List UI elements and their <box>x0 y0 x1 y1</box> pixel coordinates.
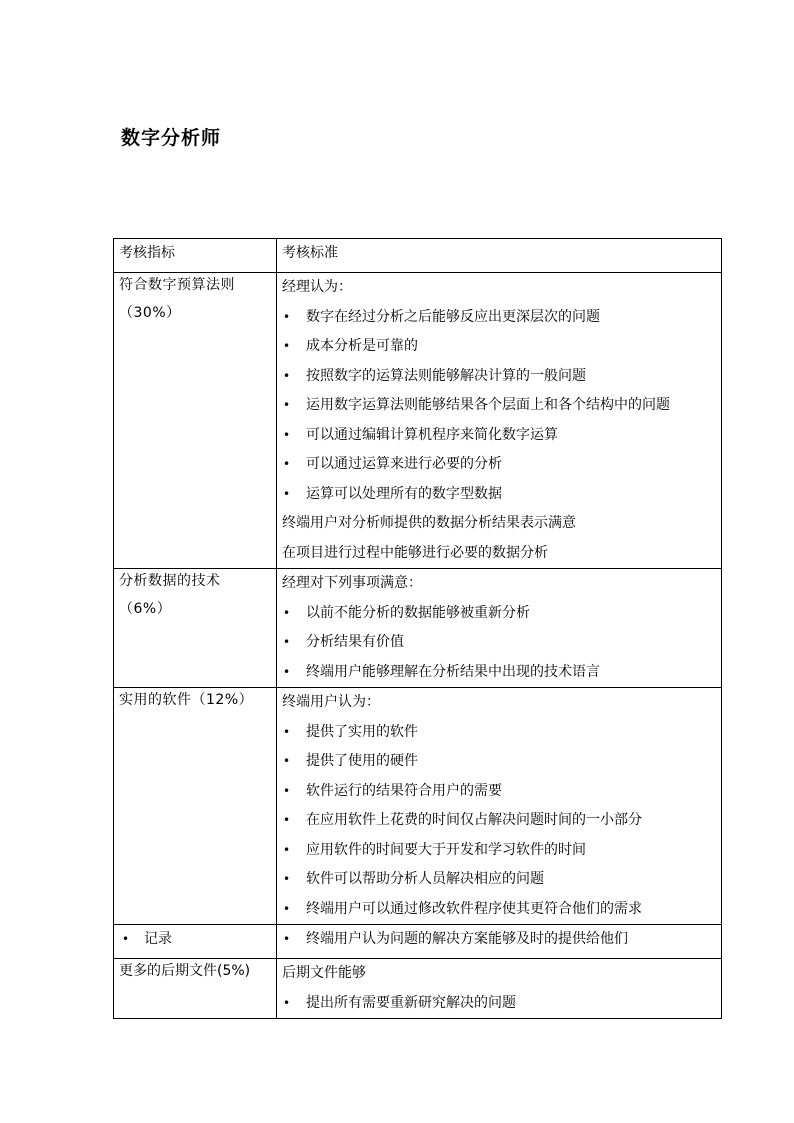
indicator-text: 符合数字预算法则 <box>119 277 235 293</box>
standard-cell <box>277 959 722 1019</box>
criterion-text: 软件可以帮助分析人员解决相应的问题 <box>306 871 544 887</box>
criteria-list <box>282 925 717 955</box>
list-item <box>282 628 717 658</box>
standard-cell <box>277 925 722 959</box>
indicator-cell <box>114 925 277 959</box>
header-indicator-label: 考核指标 <box>119 245 175 261</box>
indicator-cell <box>114 273 277 569</box>
list-item <box>282 303 717 333</box>
criteria-list <box>282 599 717 688</box>
bullet-icon: • <box>283 368 291 383</box>
list-item <box>282 718 717 748</box>
bullet-icon: • <box>283 872 291 886</box>
criteria-list <box>282 303 717 510</box>
criterion-text: 可以通过运算来进行必要的分析 <box>306 456 502 472</box>
criterion-text: 软件运行的结果符合用户的需要 <box>306 782 502 799</box>
indicator-weight: （30%） <box>119 305 181 321</box>
list-item <box>282 836 717 866</box>
table-row <box>114 569 722 688</box>
criterion-text: 运用数字运算法则能够结果各个层面上和各个结构中的问题 <box>306 397 670 413</box>
criterion-text: 终端用户能够理解在分析结果中出现的技术语言 <box>306 663 600 680</box>
criterion-text: 以前不能分析的数据能够被重新分析 <box>306 604 530 621</box>
list-item <box>282 895 717 925</box>
table-row <box>114 925 722 959</box>
table-row <box>114 688 722 925</box>
standard-intro: 经理认为： <box>282 279 352 295</box>
list-item <box>282 806 717 836</box>
bullet-icon: • <box>283 398 291 412</box>
indicator-cell <box>114 959 277 1019</box>
criterion-text: 成本分析是可靠的 <box>306 338 418 354</box>
indicator-text: 记录 <box>144 931 172 947</box>
assessment-table <box>113 238 722 1019</box>
indicator-text: 实用的软件（12%） <box>119 692 254 708</box>
criterion-text: 终端用户认为问题的解决方案能够及时的提供给他们 <box>306 931 628 947</box>
criterion-text: 在应用软件上花费的时间仅占解决问题时间的一小部分 <box>306 812 642 828</box>
table-row <box>114 959 722 1019</box>
list-item <box>282 362 717 392</box>
bullet-icon: • <box>283 842 291 857</box>
criteria-list <box>282 989 717 1019</box>
bullet-icon: • <box>283 486 291 501</box>
bullet-icon: • <box>283 783 291 798</box>
table-header-row <box>114 239 722 273</box>
indicator-cell <box>114 688 277 925</box>
bullet-icon: • <box>283 995 291 1010</box>
standard-note: 在项目进行过程中能够进行必要的数据分析 <box>282 544 548 561</box>
standard-cell <box>277 688 722 925</box>
criterion-text: 运算可以处理所有的数字型数据 <box>306 485 502 502</box>
standard-note: 终端用户对分析师提供的数据分析结果表示满意 <box>282 515 576 531</box>
list-item <box>282 658 717 688</box>
indicator-text: 更多的后期文件(5%) <box>119 963 251 979</box>
criterion-text: 终端用户可以通过修改软件程序使其更符合他们的需求 <box>306 900 642 917</box>
bullet-icon: • <box>283 724 291 739</box>
list-item <box>282 989 717 1019</box>
bullet-icon: • <box>283 901 291 916</box>
indicator-weight: （6%） <box>119 601 172 617</box>
list-item <box>282 865 717 895</box>
bullet-icon: • <box>283 932 291 946</box>
list-item <box>282 391 717 421</box>
header-indicator <box>114 239 277 273</box>
criterion-text: 提供了实用的软件 <box>306 723 418 740</box>
bullet-icon: • <box>283 635 291 649</box>
table-row <box>114 273 722 569</box>
criterion-text: 应用软件的时间要大于开发和学习软件的时间 <box>306 841 586 858</box>
standard-cell <box>277 569 722 688</box>
criterion-text: 提出所有需要重新研究解决的问题 <box>306 994 516 1011</box>
criterion-text: 可以通过编辑计算机程序来简化数字运算 <box>306 426 558 443</box>
header-standard <box>277 239 722 273</box>
standard-cell <box>277 273 722 569</box>
indicator-cell <box>114 569 277 688</box>
criterion-text: 提供了使用的硬件 <box>306 753 418 769</box>
bullet-icon: • <box>283 605 291 620</box>
header-standard-label: 考核标准 <box>282 245 338 261</box>
page-title: 数字分析师 <box>121 127 222 149</box>
list-item <box>282 599 717 629</box>
criterion-text: 数字在经过分析之后能够反应出更深层次的问题 <box>306 308 600 325</box>
standard-intro: 后期文件能够 <box>282 965 366 981</box>
criteria-list <box>282 718 717 925</box>
bullet-icon: • <box>283 339 291 353</box>
list-item <box>282 777 717 807</box>
bullet-icon: • <box>283 427 291 442</box>
criterion-text: 分析结果有价值 <box>306 634 404 650</box>
list-item <box>282 421 717 451</box>
list-item <box>282 332 717 362</box>
indicator-text: 分析数据的技术 <box>119 573 221 589</box>
criterion-text: 按照数字的运算法则能够解决计算的一般问题 <box>306 367 586 384</box>
list-item <box>282 747 717 777</box>
bullet-icon: • <box>283 309 291 324</box>
bullet-icon: • <box>283 664 291 679</box>
bullet-icon: • <box>283 813 291 827</box>
bullet-icon: • <box>283 754 291 768</box>
list-item <box>282 480 717 510</box>
bullet-icon: • <box>122 932 130 946</box>
list-item <box>282 450 717 480</box>
list-item <box>282 925 717 955</box>
standard-intro: 终端用户认为： <box>282 694 380 710</box>
standard-intro: 经理对下列事项满意： <box>282 575 422 591</box>
bullet-icon: • <box>283 457 291 471</box>
